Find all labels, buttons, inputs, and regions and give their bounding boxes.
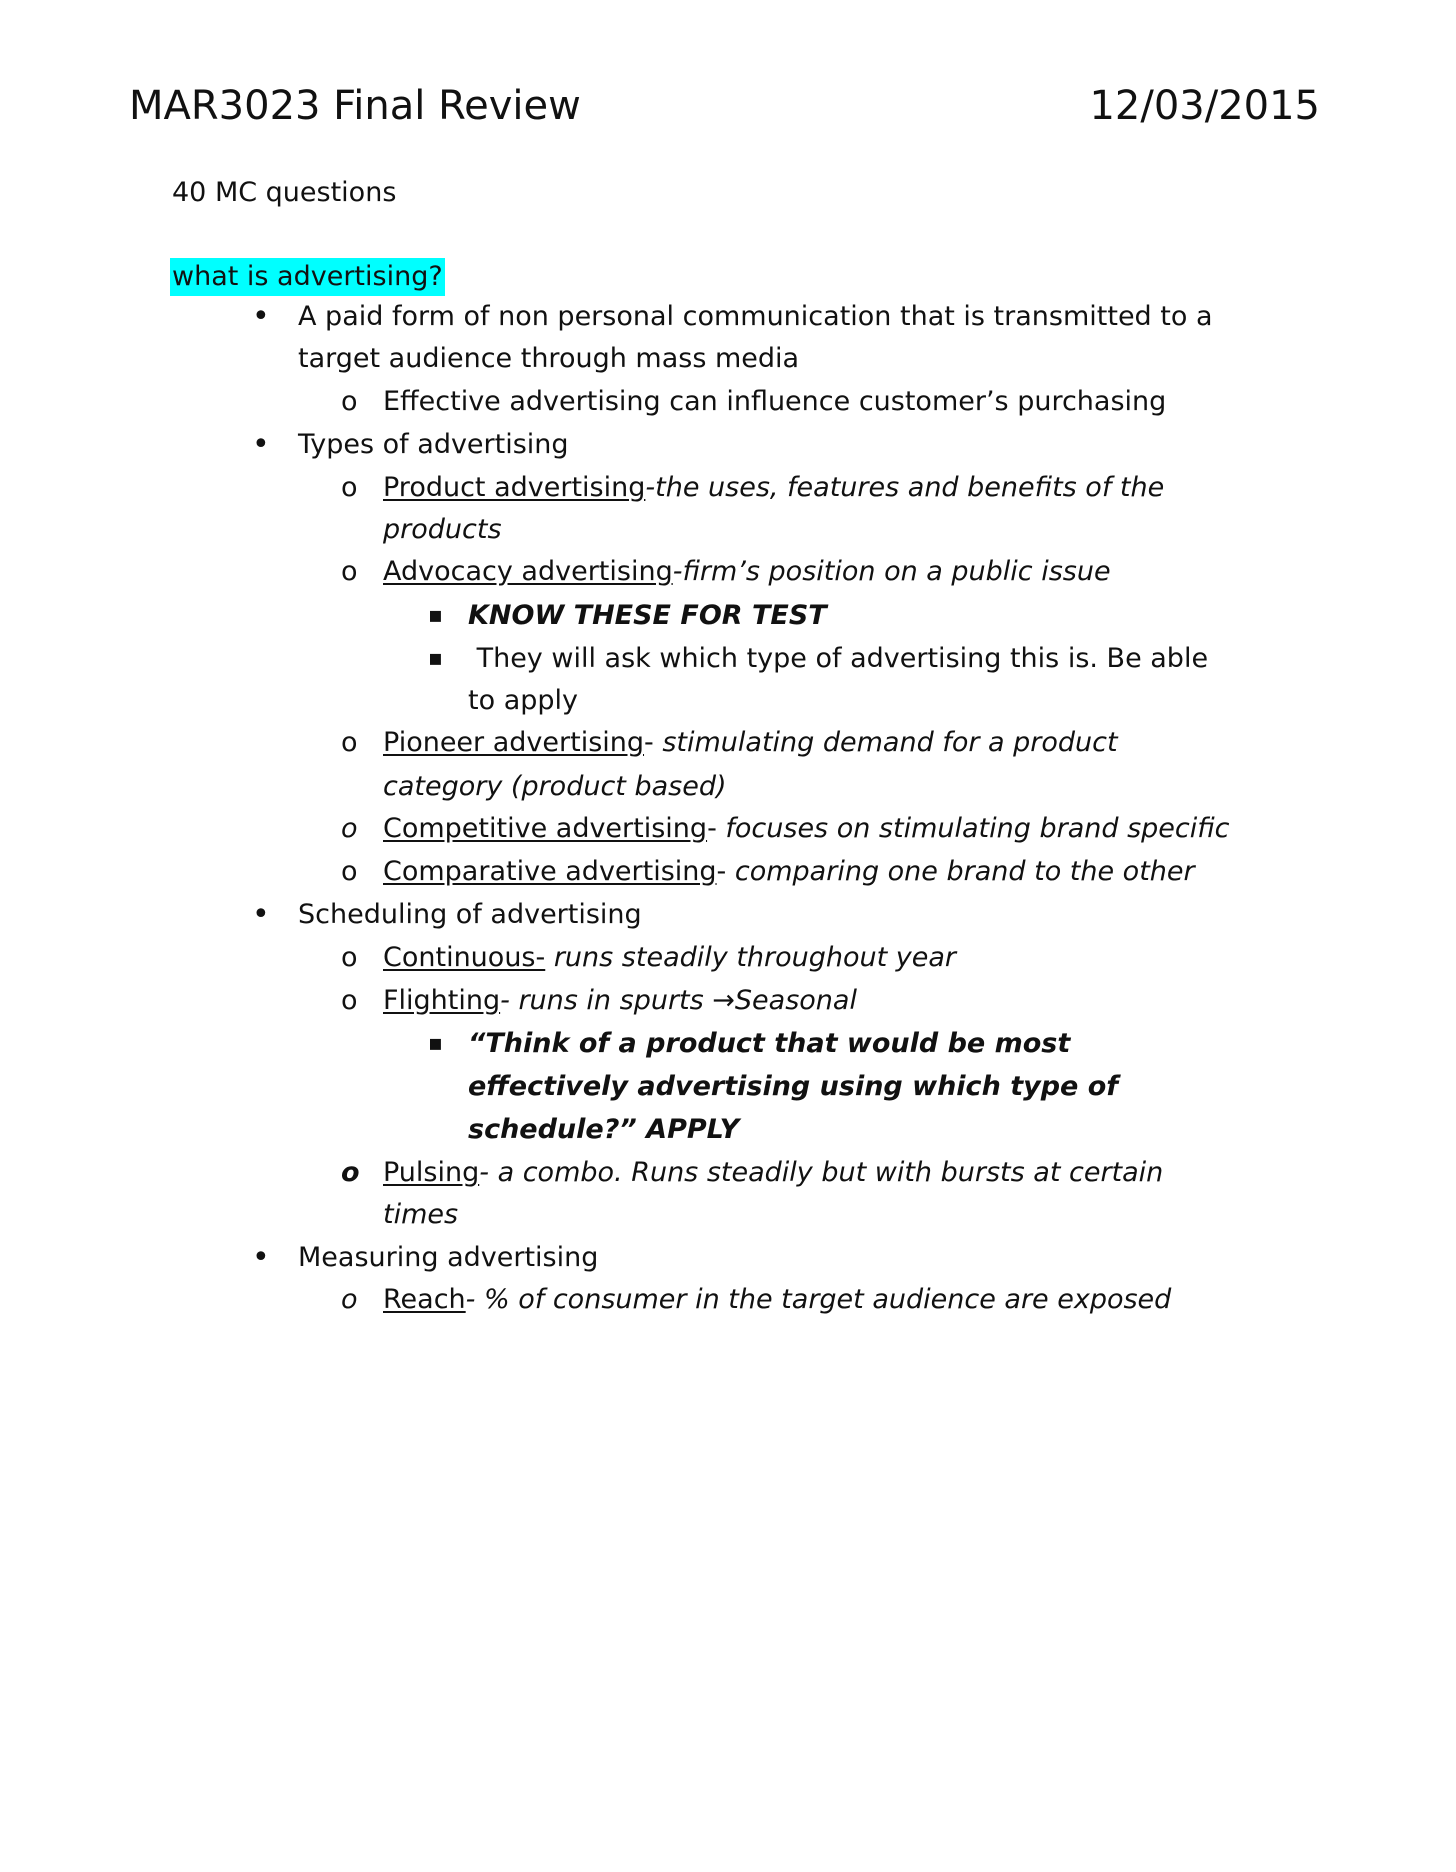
square-marker: ▪	[428, 603, 443, 628]
exam-format-note: 40 MC questions	[172, 177, 397, 208]
desc-pulsing: - a combo. Runs steadily but with bursts at certain	[479, 1157, 1164, 1188]
circle-marker: o	[341, 1157, 360, 1188]
circle-marker: o	[341, 985, 358, 1016]
term-pulsing: Pulsing	[383, 1157, 480, 1188]
list-item-advocacy-advertising	[383, 551, 1283, 593]
desc-product-advertising: -the uses, features and benefits of the	[645, 472, 1165, 503]
desc-advocacy-advertising: -firm’s position on a public issue	[672, 556, 1111, 587]
definition-line-2: target audience through mass media	[298, 343, 800, 374]
circle-marker: o	[341, 727, 358, 758]
desc-flighting-seasonal: Seasonal	[734, 985, 857, 1016]
desc-product-advertising-cont: products	[383, 514, 502, 545]
term-reach: Reach	[383, 1284, 466, 1315]
note-apply-line-1: They will ask which type of advertising this is. Be able	[468, 643, 1209, 674]
list-item-product-advertising	[383, 467, 1283, 509]
desc-reach: - % of consumer in the target audience are exposed	[465, 1284, 1172, 1315]
circle-marker: o	[341, 386, 358, 417]
circle-marker: o	[341, 942, 358, 973]
circle-marker: o	[341, 813, 358, 844]
list-item-competitive-advertising	[383, 808, 1283, 850]
desc-continuous: runs steadily throughout year	[545, 942, 957, 973]
list-item-pioneer-advertising	[383, 722, 1283, 764]
list-item-reach	[383, 1279, 1283, 1321]
circle-marker: o	[341, 556, 358, 587]
circle-marker: o	[341, 1284, 358, 1315]
desc-comparative-advertising: comparing one brand to the other	[734, 856, 1195, 887]
circle-marker: o	[341, 472, 358, 503]
bullet-marker: •	[252, 897, 270, 932]
definition-line-1: A paid form of non personal communication that is transmitted to a	[298, 301, 1213, 332]
desc-pioneer-advertising: stimulating demand for a product	[662, 727, 1118, 758]
list-item-flighting	[383, 980, 1283, 1022]
arrow-right-icon: →	[712, 985, 735, 1016]
document-title: MAR3023 Final Review	[129, 83, 581, 129]
dash-separator: -	[716, 856, 735, 887]
desc-pulsing-cont: times	[383, 1199, 459, 1230]
term-competitive-advertising: Competitive advertising	[383, 813, 708, 844]
definition-subpoint: Effective advertising can influence customer’s purchasing	[383, 386, 1167, 417]
term-comparative-advertising: Comparative advertising	[383, 856, 717, 887]
bullet-marker: •	[252, 427, 270, 462]
note-know-for-test: KNOW THESE FOR TEST	[468, 600, 827, 631]
note-schedule-line-1: “Think of a product that would be most	[468, 1028, 1071, 1059]
note-schedule-line-3: schedule?” APPLY	[468, 1114, 740, 1145]
desc-pioneer-advertising-cont: category (product based)	[383, 771, 727, 802]
term-pioneer-advertising: Pioneer advertising	[383, 727, 645, 758]
term-product-advertising: Product advertising	[383, 472, 646, 503]
dash-separator: -	[644, 727, 663, 758]
term-advocacy-advertising: Advocacy advertising	[383, 556, 673, 587]
list-item-pulsing	[383, 1152, 1283, 1194]
square-marker: ▪	[428, 646, 443, 671]
list-item-continuous	[383, 937, 1283, 979]
desc-flighting: - runs in spurts	[500, 985, 713, 1016]
desc-competitive-advertising: focuses on stimulating brand specific	[725, 813, 1230, 844]
term-continuous: Continuous-	[383, 942, 546, 973]
note-apply-line-2: to apply	[468, 685, 578, 716]
list-item-comparative-advertising	[383, 851, 1283, 893]
document-date: 12/03/2015	[1089, 83, 1320, 129]
circle-marker: o	[341, 856, 358, 887]
types-heading: Types of advertising	[298, 429, 569, 460]
bullet-marker: •	[252, 299, 270, 334]
term-flighting: Flighting	[383, 985, 501, 1016]
note-schedule-line-2: effectively advertising using which type of	[468, 1071, 1119, 1102]
scheduling-heading: Scheduling of advertising	[298, 899, 642, 930]
measuring-heading: Measuring advertising	[298, 1242, 599, 1273]
square-marker: ▪	[428, 1031, 443, 1056]
dash-separator: -	[707, 813, 726, 844]
section-heading-highlighted: what is advertising?	[170, 258, 445, 296]
bullet-marker: •	[252, 1240, 270, 1275]
